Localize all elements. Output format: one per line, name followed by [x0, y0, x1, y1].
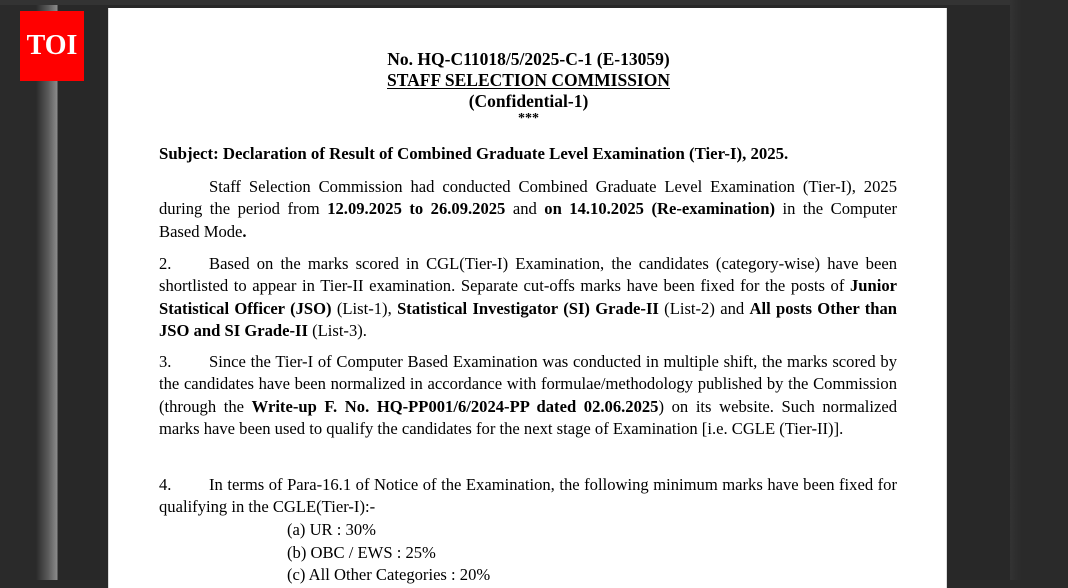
viewer-left-edge [0, 0, 58, 580]
toi-logo: TOI [20, 11, 84, 81]
viewer-topbar [0, 0, 1068, 5]
paragraph-4: 4. In terms of Para-16.1 of Notice of the Examination, the following minimum marks have been fixed for qualifying in the CGLE(Tier-I):- [159, 475, 897, 517]
paragraph-1: Staff Selection Commission had conducted Combined Graduate Level Examination (Tier-I), 2025 during the period from 12.09.2025 to 26.09.2025 and on 14.10.2025 (Re-examination) in the Computer Based Mode. [159, 177, 897, 241]
separator: *** [518, 111, 539, 126]
list-item: (a) UR : 30% [287, 520, 376, 539]
minimum-marks-list [287, 519, 490, 587]
list-item: (c) All Other Categories : 20% [287, 565, 491, 584]
paragraph-2: 2. Based on the marks scored in CGL(Tier-I) Examination, the candidates (category-wise) have been shortlisted to appear in Tier-II examination. Separate cut-offs marks have been fixed for the posts of Junior Statistical Officer (JSO) (List-1), Statistical Investigator (SI) Grade-II (List-2) and All posts Other than JSO and SI Grade-II (List-3). [159, 254, 898, 340]
subject-line: Subject: Declaration of Result of Combined Graduate Level Examination (Tier-I), 2025. [159, 144, 789, 163]
document-page [108, 8, 947, 588]
document-header [109, 49, 948, 126]
viewer-right-edge [1010, 0, 1068, 580]
list-item: (b) OBC / EWS : 25% [287, 542, 436, 562]
classification: (Confidential-1) [468, 91, 589, 111]
organization-name: STAFF SELECTION COMMISSION [387, 70, 670, 90]
reference-number: No. HQ-C11018/5/2025-C-1 (E-13059) [387, 49, 670, 69]
paragraph-3: 3. Since the Tier-I of Computer Based Examination was conducted in multiple shift, the marks scored by the candidates have been normalized in accordance with formulae/methodology published by the Commission (through the Write-up F. No. HQ-PP001/6/2024-PP dated 02.06.2025) on its website. Such normalized marks have been used to qualify the candidates for the next stage of Examination [i.e. CGLE (Tier-II)]. [159, 352, 897, 438]
